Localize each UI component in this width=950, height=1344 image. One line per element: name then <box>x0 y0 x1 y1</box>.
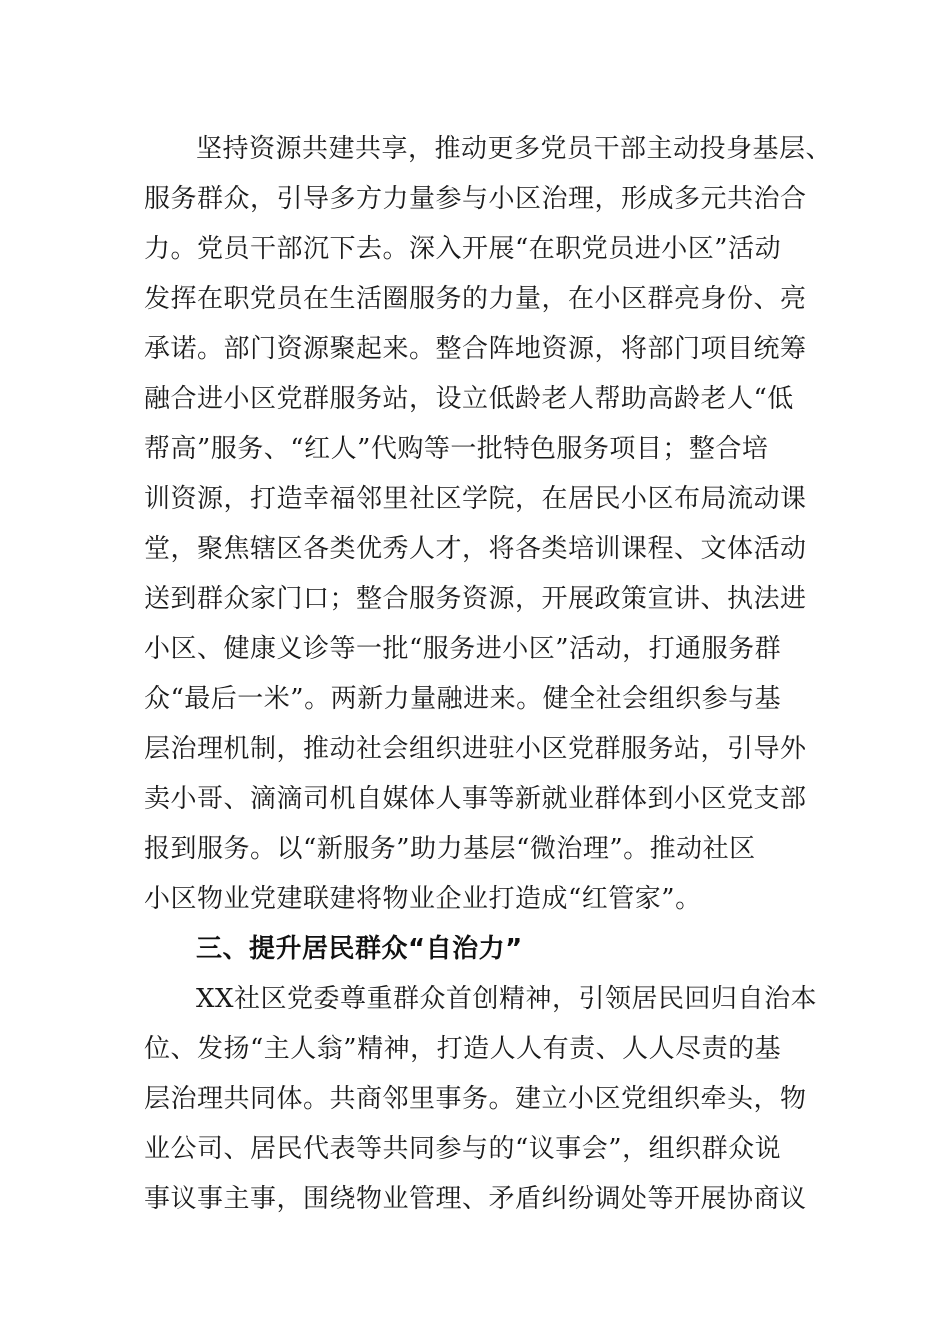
paragraph-line: 报到服务。以“新服务”助力基层“微治理”。推动社区 <box>144 834 756 864</box>
paragraph-line: 承诺。部门资源聚起来。整合阵地资源，将部门项目统筹 <box>144 334 807 364</box>
paragraph-line: 卖小哥、滴滴司机自媒体人事等新就业群体到小区党支部 <box>144 784 807 814</box>
paragraph-line: 发挥在职党员在生活圈服务的力量，在小区群亮身份、亮 <box>144 284 807 314</box>
paragraph-line: 训资源，打造幸福邻里社区学院，在居民小区布局流动课 <box>144 484 807 514</box>
paragraph-line: 层治理机制，推动社会组织进驻小区党群服务站，引导外 <box>144 734 807 764</box>
paragraph-line: 小区物业党建联建将物业企业打造成“红管家”。 <box>144 884 702 914</box>
paragraph-line: 帮高”服务、“红人”代购等一批特色服务项目；整合培 <box>144 434 769 464</box>
paragraph-line: 小区、健康义诊等一批“服务进小区”活动，打通服务群 <box>144 634 782 664</box>
paragraph-line: 位、发扬“主人翁”精神，打造人人有责、人人尽责的基 <box>144 1034 782 1064</box>
paragraph-line: 事议事主事，围绕物业管理、矛盾纠纷调处等开展协商议 <box>144 1184 807 1214</box>
paragraph-line: 力。党员干部沉下去。深入开展“在职党员进小区”活动 <box>144 234 782 264</box>
paragraph-line: 层治理共同体。共商邻里事务。建立小区党组织牵头，物 <box>144 1084 807 1114</box>
paragraph-line: 坚持资源共建共享，推动更多党员干部主动投身基层、 <box>196 134 833 164</box>
section-heading: 三、提升居民群众“自治力” <box>196 934 523 964</box>
paragraph-line: 众“最后一米”。两新力量融进来。健全社会组织参与基 <box>144 684 782 714</box>
paragraph-line: 堂，聚焦辖区各类优秀人才，将各类培训课程、文体活动 <box>144 534 807 564</box>
paragraph-line: 融合进小区党群服务站，设立低龄老人帮助高龄老人“低 <box>144 384 794 414</box>
paragraph-line: 服务群众，引导多方力量参与小区治理，形成多元共治合 <box>144 184 807 214</box>
paragraph-line: 业公司、居民代表等共同参与的“议事会”，组织群众说 <box>144 1134 782 1164</box>
paragraph-line: XX社区党委尊重群众首创精神，引领居民回归自治本 <box>196 984 818 1014</box>
paragraph-line: 送到群众家门口；整合服务资源，开展政策宣讲、执法进 <box>144 584 807 614</box>
